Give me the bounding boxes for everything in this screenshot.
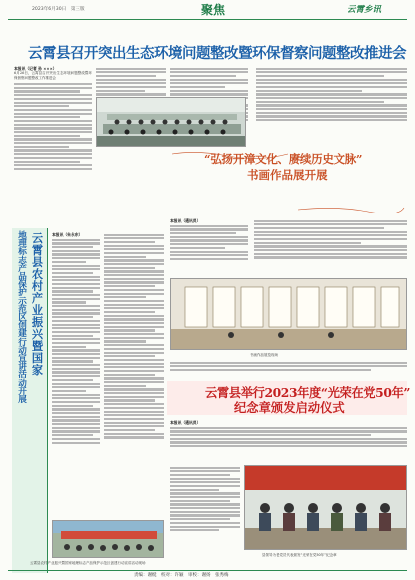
calligraphy-continued (170, 360, 407, 380)
calligraphy-title-line2: 书画作品展开展 (247, 168, 328, 182)
calligraphy-byline: 本报讯（通讯员） (170, 218, 201, 223)
party-event-title-line2: 纪念章颁发启动仪式 (234, 400, 345, 415)
page-header (8, 0, 407, 20)
article1-lead: 6月26日，云霄县召开突出生态环境问题整改暨环保督察问题整改工作推进会 (14, 71, 92, 81)
medal-ceremony-caption: 县领导为老党员代表颁发“光荣在党50年”纪念章 (262, 553, 337, 557)
rural-event-photo (52, 520, 164, 558)
party-event-title-line1: 云霄县举行2023年度“光荣在党50年” (205, 385, 411, 400)
party-event-column-left (170, 465, 240, 565)
exhibition-photo (170, 278, 407, 350)
calligraphy-column-1 (170, 218, 248, 278)
rural-event-caption: 云霄县农村产业振兴暨国家地理标志产品保护示范区创建行动宣讲活动现场 (30, 561, 146, 565)
calligraphy-title-line1: “弘扬开漳文化、赓续历史文脉” (204, 152, 363, 166)
page-footer (8, 570, 407, 580)
meeting-photo (96, 97, 246, 147)
paper-name: 云霄乡讯 (346, 5, 381, 15)
vertical-title-col1: 云霄县农村产业振兴暨国家 (31, 231, 44, 377)
footer-credits: 责编：谢梃 校对：许颖 审校：谢扬 张秀梅 (134, 573, 229, 578)
exhibition-photo-image (171, 279, 407, 350)
vertical-title-col2: 地理标志产品保护示范区创建行动宣讲活动开展 (18, 231, 27, 406)
exhibition-caption: 书画作品展览现场 (250, 353, 278, 357)
article2-column-1 (52, 232, 100, 537)
main-headline: 云霄县召开突出生态环境问题整改暨环保督察问题整改推进会 (28, 45, 406, 62)
medal-ceremony-photo (244, 465, 407, 550)
party-event-intro (170, 420, 407, 460)
meeting-photo-image (97, 98, 246, 147)
article1-column-4 (256, 66, 407, 146)
party-event-byline: 本报讯（通讯员） (170, 420, 201, 425)
issue-date: 2023年6月30日 第三版 (32, 7, 85, 12)
section-title: 聚焦 (201, 3, 226, 17)
article1-column-1 (14, 66, 92, 218)
rural-event-photo-image (53, 521, 164, 558)
article1-byline: 本报讯（记者 孙 ×××） (14, 66, 57, 71)
article2-byline: 本报讯（朱永东） (52, 232, 83, 237)
calligraphy-column-2 (254, 218, 407, 278)
article2-column-2 (104, 232, 164, 537)
medal-ceremony-photo-image (245, 466, 407, 550)
